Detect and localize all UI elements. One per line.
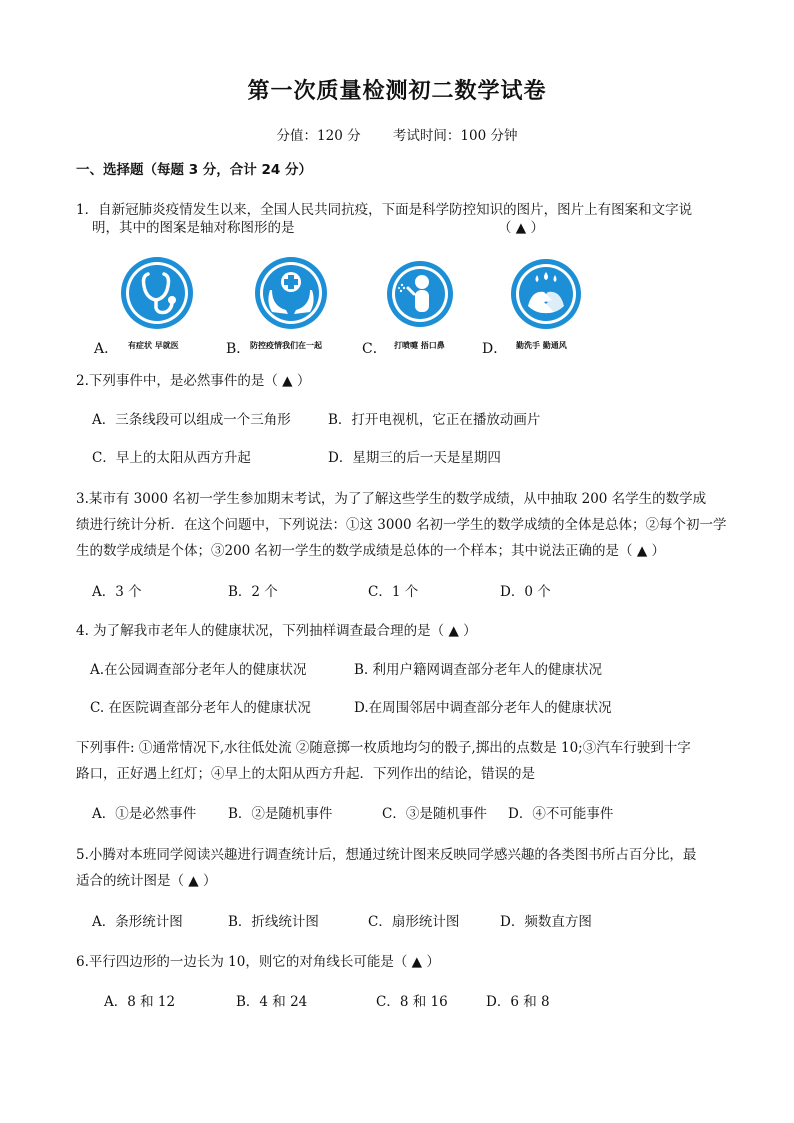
q5-line2: 适合的统计图是（ ▲ ） <box>76 873 217 889</box>
exam-subtitle <box>0 124 794 144</box>
score-info: 分值：120 分 <box>276 128 361 144</box>
q2-option-b: B．打开电视机，它正在播放动画片 <box>328 412 541 428</box>
q3-line1: 3.某市有 3000 名初一学生参加期末考试，为了了解这些学生的数学成绩，从中抽取 200 名学生的数学成 <box>76 491 707 507</box>
q3-option-b: B．2 个 <box>228 584 278 600</box>
q6-option-a: A．8 和 12 <box>104 994 176 1010</box>
section-heading: 一、选择题（每题 3 分，合计 24 分） <box>76 162 312 178</box>
q2-option-c: C．早上的太阳从西方升起 <box>92 450 251 466</box>
q1-caption-b: 防控疫情我们在一起 <box>250 341 322 350</box>
q4b-line2: 路口，正好遇上红灯；④早上的太阳从西方升起．下列作出的结论，错误的是 <box>76 766 535 782</box>
q5-line1: 5.小腾对本班同学阅读兴趣进行调查统计后，想通过统计图来反映同学感兴趣的各类图书所占百分比，最 <box>76 847 697 863</box>
q1-answer: （ ▲ ） <box>498 220 544 236</box>
q4b-line1: 下列事件: ①通常情况下,水往低处流 ②随意掷一枚质地均匀的骰子,掷出的点数是 10;③汽车行驶到十字 <box>76 740 691 756</box>
q3-option-a: A．3 个 <box>92 584 142 600</box>
q2-stem: 2.下列事件中，是必然事件的是（ ▲ ） <box>76 373 311 389</box>
q1-option-a: A． <box>94 341 119 357</box>
q4b-option-b: B．②是随机事件 <box>228 806 333 822</box>
q5-option-a: A．条形统计图 <box>92 914 183 930</box>
q6-option-d: D．6 和 8 <box>486 994 550 1010</box>
q4-option-a: A.在公园调查部分老年人的健康状况 <box>90 662 307 678</box>
q4b-option-a: A．①是必然事件 <box>92 806 197 822</box>
page-title: 第一次质量检测初二数学试卷 <box>247 79 547 104</box>
handwash-icon <box>508 256 586 334</box>
q5-option-d: D．频数直方图 <box>500 914 592 930</box>
q6-option-c: C．8 和 16 <box>376 994 448 1010</box>
q2-option-a: A．三条线段可以组成一个三角形 <box>92 412 291 428</box>
q3-option-d: D．0 个 <box>500 584 551 600</box>
q4-option-b: B. 利用户籍网调查部分老年人的健康状况 <box>354 662 603 678</box>
stethoscope-icon <box>118 254 196 332</box>
q6-option-b: B．4 和 24 <box>236 994 308 1010</box>
q3-line2: 绩进行统计分析．在这个问题中，下列说法：①这 3000 名初一学生的数学成绩的全体是总体；②每个初一学 <box>76 517 727 533</box>
q5-option-c: C．扇形统计图 <box>368 914 460 930</box>
q1-line2: 明，其中的图案是轴对称图形的是 <box>92 220 295 236</box>
sneeze-icon <box>384 258 462 336</box>
q1-caption-c: 打喷嚏 捂口鼻 <box>394 341 445 350</box>
q5-option-b: B．折线统计图 <box>228 914 319 930</box>
q1-option-b: B． <box>226 341 251 357</box>
time-info: 考试时间：100 分钟 <box>392 128 518 144</box>
q4-stem: 4. 为了解我市老年人的健康状况，下列抽样调查最合理的是（ ▲ ） <box>76 623 477 639</box>
q4-option-d: D.在周围邻居中调查部分老年人的健康状况 <box>354 700 612 716</box>
q1-line1: 1．自新冠肺炎疫情发生以来，全国人民共同抗疫，下面是科学防控知识的图片，图片上有图案和文字说 <box>76 202 693 218</box>
q1-caption-a: 有症状 早就医 <box>128 341 179 350</box>
q3-line3: 生的数学成绩是个体；③200 名初一学生的数学成绩是总体的一个样本；其中说法正确的是（ ▲ ） <box>76 543 666 559</box>
q2-option-d: D．星期三的后一天是星期四 <box>328 450 501 466</box>
hands-cross-icon <box>252 254 330 332</box>
q4-option-c: C. 在医院调查部分老年人的健康状况 <box>90 700 311 716</box>
q1-caption-d: 勤洗手 勤通风 <box>516 341 567 350</box>
q1-option-d: D． <box>482 341 508 357</box>
q1-option-c: C． <box>362 341 387 357</box>
q3-option-c: C．1 个 <box>368 584 419 600</box>
q4b-option-c: C．③是随机事件 <box>382 806 487 822</box>
q4b-option-d: D．④不可能事件 <box>508 806 614 822</box>
q6-stem: 6.平行四边形的一边长为 10，则它的对角线长可能是（ ▲ ） <box>76 954 440 970</box>
